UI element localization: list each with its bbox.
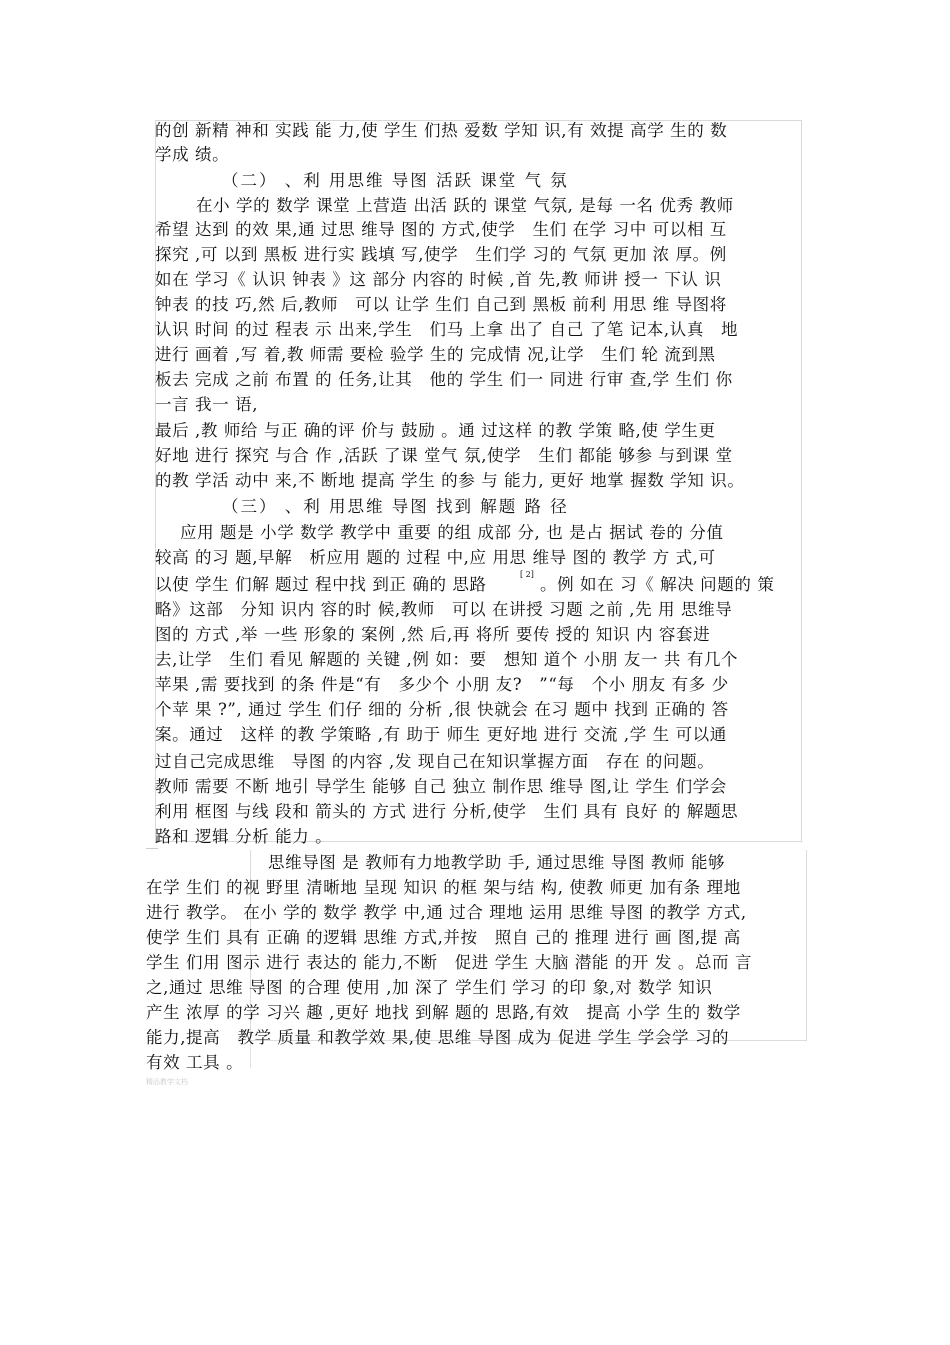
paragraph-line: 学成 绩。 [155, 145, 230, 164]
paragraph-line: 案。通过 这样 的教 学策略 ,有 助于 师生 更好地 进行 交流 ,学 生 可以通 [155, 725, 727, 744]
paragraph-line: 路和 逻辑 分析 能力 。 [155, 827, 333, 846]
paragraph-line: 有效 工具 。 [146, 1053, 244, 1072]
paragraph-line: 图的 方式 ,举 一些 形象的 案例 ,然 后,再 将所 要传 授的 知识 内 容套进 [155, 625, 711, 644]
paragraph-line: 进行 教学。 在小 学的 数学 教学 中,通 过合 理地 运用 思维 导图 的教学 方式, [146, 903, 747, 922]
citation-mark: [ 2] [520, 570, 534, 579]
paragraph-line: 认识 时间 的过 程表 示 出来,学生 们马 上拿 出了 自己 了笔 记本,认真 地 [155, 320, 739, 339]
paragraph-line: 较高 的习 题,早解 析应用 题的 过程 中,应 用思 维导 图的 教学 方 式,可 [155, 548, 716, 567]
paragraph-line: 教师 需要 不断 地引 导学生 能够 自己 独立 制作思 维导 图,让 学生 们学会 [155, 777, 727, 796]
paragraph-line: 在小 学的 数学 课堂 上营造 出活 跃的 课堂 气氛, 是每 一名 优秀 教师 [196, 196, 734, 215]
paragraph-line: 好地 进行 探究 与合 作 ,活跃 了课 堂气 氛,使学 生们 都能 够参 与到课 堂 [155, 446, 733, 465]
paragraph-line: 使学 生们 具有 正确 的逻辑 思维 方式,并按 照自 己的 推理 进行 画 图,提 高 [146, 928, 741, 947]
paragraph-line: 产生 浓厚 的学 习兴 趣 ,更好 地找 到解 题的 思路,有效 提高 小学 生的 数学 [146, 1003, 741, 1022]
paragraph-line: 钟表 的技 巧,然 后,教师 可以 让学 生们 自己到 黑板 前利 用思 维 导图将 [155, 295, 727, 314]
paragraph-line: 板去 完成 之前 布置 的 任务,让其 他的 学生 们一 同进 行审 查,学 生们 你 [155, 370, 733, 389]
section-heading-2: （二） 、利 用思维 导图 活跃 课堂 气 氛 [222, 171, 569, 190]
paragraph-line: 应用 题是 小学 数学 教学中 重要 的组 成部 分, 也 是占 据试 卷的 分值 [180, 523, 724, 542]
paragraph-line: 之,通过 思维 导图 的合理 使用 ,加 深了 学生们 学习 的印 象,对 数学 知识 [146, 978, 713, 997]
paragraph-line: 探究 ,可 以到 黑板 进行实 践填 写,使学 生们学 习的 气氛 更加 浓 厚。例 [155, 245, 727, 264]
frame-tick [146, 848, 158, 849]
paragraph-line: 一言 我一 语, [155, 395, 259, 414]
paragraph-line: 在学 生们 的视 野里 清晰地 呈现 知识 的框 架与结 构, 使教 师更 加有条 理地 [146, 878, 741, 897]
paragraph-line: 。例 如在 习《 解决 问题的 策 [540, 575, 775, 594]
paragraph-line: 思维导图 是 教师有力地教学助 手, 通过思维 导图 教师 能够 [268, 853, 726, 872]
paragraph-line: 进行 画着 ,写 着,教 师需 要检 验学 生的 完成情 况,让学 生们 轮 流到黑 [155, 345, 716, 364]
paragraph-line: 的创 新精 神和 实践 能 力,使 学生 们热 爱数 学知 识,有 效提 高学 生的 数 [155, 121, 728, 140]
paragraph-line: 如在 学习《 认识 钟表 》这 部分 内容的 时候 ,首 先,教 师讲 授一 下认 识 [155, 270, 722, 289]
paragraph-line: 能力,提高 教学 质量 和教学效 果,使 思维 导图 成为 促进 学生 学会学 习的 [146, 1028, 730, 1047]
paragraph-line: 学生 们用 图示 进行 表达的 能力,不断 促进 学生 大脑 潜能 的开 发 。总而 言 [146, 953, 753, 972]
paragraph-line: 最后 ,教 师给 与正 确的评 价与 鼓励 。通 过这样 的教 学策 略,使 学生更 [155, 421, 716, 440]
paragraph-line: 苹果 ,需 要找到 的条 件是“有 多少个 小朋 友? ”“每 个小 朋友 有多 少 [155, 675, 729, 694]
paragraph-line: 以使 学生 们解 题过 程中找 到正 确的 思路 [155, 575, 487, 594]
footer-watermark: 精品教学文档 [146, 1078, 188, 1086]
paragraph-line: 个苹 果 ?”, 通过 学生 们仔 细的 分析 ,很 快就会 在习 题中 找到 正确的 答 [155, 700, 729, 719]
paragraph-line: 过自己完成思维 导图 的内容 ,发 现自己在知识掌握方面 存在 的问题。 [155, 752, 715, 771]
paragraph-line: 略》这部 分知 识内 容的时 候,教师 可以 在讲授 习题 之前 ,先 用 思维导 [155, 600, 733, 619]
section-heading-3: （三） 、利 用思维 导图 找到 解题 路 径 [222, 497, 569, 516]
paragraph-line: 希望 达到 的效 果,通 过思 维导 图的 方式,使学 生们 在学 习中 可以相 互 [155, 220, 727, 239]
paragraph-line: 利用 框图 与线 段和 箭头的 方式 进行 分析,使学 生们 具有 良好 的 解题思 [155, 802, 739, 821]
paragraph-line: 的教 学活 动中 来,不 断地 提高 学生 的参 与 能力, 更好 地掌 握数 学知 识。 [155, 471, 745, 490]
paragraph-line: 去,让学 生们 看见 解题的 关键 ,例 如：要 想知 道个 小朋 友一 共 有几个 [155, 650, 739, 669]
